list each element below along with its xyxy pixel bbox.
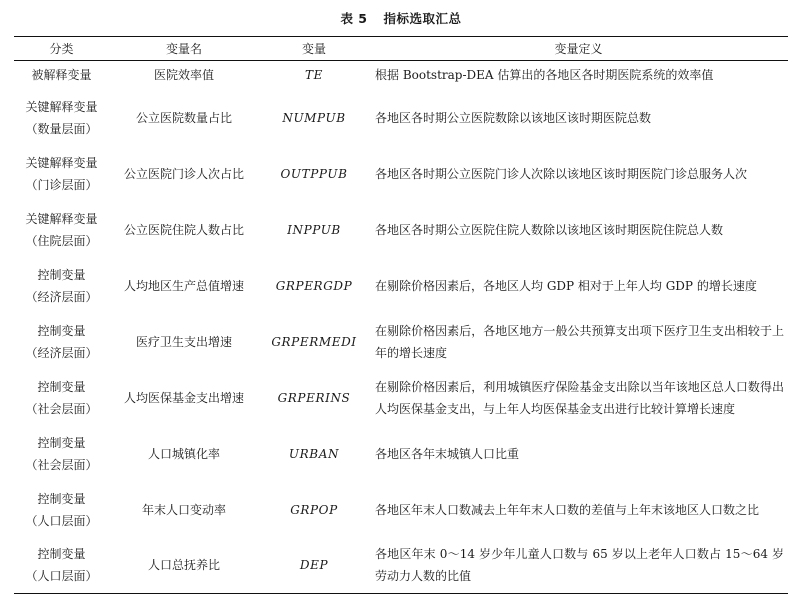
table-caption (0, 9, 802, 27)
category-sublabel: （经济层面） (25, 345, 98, 360)
variable-cell: GRPERGDP (275, 278, 353, 293)
variable-cell: OUTPPUB (280, 166, 348, 181)
name-cell: 公立医院门诊人次占比 (123, 166, 244, 181)
category-cell (14, 258, 109, 314)
header-name: 变量名 (109, 37, 259, 61)
category-cell (14, 482, 109, 538)
variable-cell: INPPUB (287, 222, 341, 237)
header-category: 分类 (14, 37, 109, 61)
category-cell (14, 370, 109, 426)
category-cell (14, 314, 109, 370)
table-row (14, 314, 788, 370)
category-label: 控制变量 (37, 547, 86, 562)
header-definition: 变量定义 (369, 37, 788, 61)
definition-cell: 各地区各时期公立医院数除以该地区该时期医院总数 (375, 110, 652, 125)
table-row (14, 202, 788, 258)
variable-cell: GRPERMEDI (271, 334, 357, 349)
table-row (14, 482, 788, 538)
name-cell: 人均医保基金支出增速 (123, 390, 244, 405)
category-cell (14, 146, 109, 202)
variable-cell: DEP (259, 538, 369, 594)
table-title: 指标选取汇总 (383, 11, 462, 26)
category-label: 被解释变量 (31, 68, 92, 83)
category-cell (14, 202, 109, 258)
category-label: 控制变量 (37, 323, 86, 338)
category-cell (14, 426, 109, 482)
category-label: 控制变量 (37, 435, 86, 450)
category-label: 关键解释变量 (25, 99, 98, 114)
definition-cell: 根据 Bootstrap-DEA 估算出的各地区各时期医院系统的效率值 (375, 68, 714, 83)
definition-cell: 在剔除价格因素后，各地区人均 GDP 相对于上年人均 GDP 的增长速度 (375, 278, 757, 293)
header-variable: 变量 (259, 37, 369, 61)
category-sublabel: （社会层面） (25, 401, 98, 416)
name-cell: 医院效率值 (153, 68, 214, 83)
table-row (14, 61, 788, 90)
definition-cell: 各地区年末 0～14 岁少年儿童人口数与 65 岁以上老年人口数占 15～64 岁劳动力人数的比值 (369, 538, 788, 594)
table-row (14, 370, 788, 426)
definition-cell: 在剔除价格因素后，各地区地方一般公共预算支出项下医疗卫生支出相较于上年的增长速度 (375, 323, 784, 360)
definition-cell: 各地区年末人口数减去上年年末人口数的差值与上年末该地区人口数之比 (375, 502, 760, 517)
variable-cell: GRPERINS (277, 390, 351, 405)
name-cell: 公立医院住院人数占比 (123, 222, 244, 237)
category-label: 关键解释变量 (25, 155, 98, 170)
header-row (14, 37, 788, 61)
category-label: 关键解释变量 (25, 211, 98, 226)
table-row (14, 426, 788, 482)
name-cell: 人口总抚养比 (109, 538, 259, 594)
table-number: 表 5 (340, 11, 368, 26)
category-label: 控制变量 (37, 267, 86, 282)
category-sublabel: （人口层面） (25, 569, 98, 584)
name-cell: 人均地区生产总值增速 (123, 278, 244, 293)
category-sublabel: （住院层面） (25, 233, 98, 248)
category-sublabel: （数量层面） (25, 121, 98, 136)
indicator-table (14, 36, 788, 594)
name-cell: 年末人口变动率 (141, 502, 226, 517)
definition-cell: 各地区各时期公立医院门诊人次除以该地区该时期医院门诊总服务人次 (375, 166, 748, 181)
category-label: 控制变量 (37, 491, 86, 506)
table-row (14, 146, 788, 202)
variable-cell: NUMPUB (282, 110, 346, 125)
definition-cell: 各地区各年末城镇人口比重 (375, 446, 520, 461)
category-cell (14, 538, 109, 594)
category-cell (14, 61, 109, 90)
category-label: 控制变量 (37, 379, 86, 394)
definition-cell: 在剔除价格因素后，利用城镇医疗保险基金支出除以当年该地区总人口数得出人均医保基金支出，与上年人均医保基金支出进行比较计算增长速度 (375, 379, 784, 416)
table-row (14, 90, 788, 146)
category-sublabel: （人口层面） (25, 513, 98, 528)
definition-cell: 各地区各时期公立医院住院人数除以该地区该时期医院住院总人数 (375, 222, 724, 237)
name-cell: 医疗卫生支出增速 (135, 334, 232, 349)
variable-cell: GRPOP (290, 502, 338, 517)
category-sublabel: （门诊层面） (25, 177, 98, 192)
variable-cell: TE (305, 68, 323, 83)
category-sublabel: （经济层面） (25, 289, 98, 304)
category-cell (14, 90, 109, 146)
variable-cell: URBAN (288, 446, 340, 461)
name-cell: 公立医院数量占比 (135, 110, 232, 125)
table-row (14, 258, 788, 314)
name-cell: 人口城镇化率 (147, 446, 220, 461)
table-row (14, 538, 788, 594)
category-sublabel: （社会层面） (25, 457, 98, 472)
